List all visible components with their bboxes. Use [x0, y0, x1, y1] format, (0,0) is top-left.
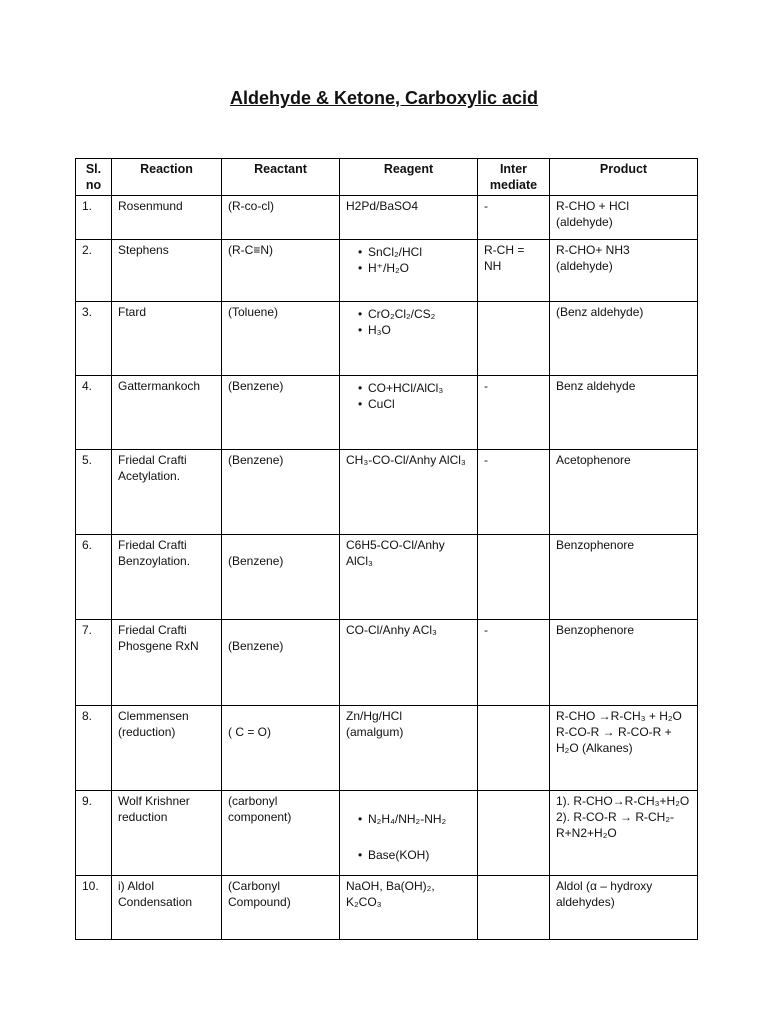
- reagent-item-text: SnCl₂/HCl: [368, 245, 422, 259]
- cell-product: Benz aldehyde: [550, 376, 698, 450]
- cell-product: Benzophenore: [550, 620, 698, 706]
- cell-product: Acetophenore: [550, 450, 698, 535]
- cell-reactant: (Toluene): [222, 302, 340, 376]
- page-title: Aldehyde & Ketone, Carboxylic acid: [229, 88, 539, 108]
- cell-product: R-CHO+ NH3 (aldehyde): [550, 240, 698, 302]
- cell-reaction: Stephens: [112, 240, 222, 302]
- reagent-item-text: CO+HCl/AlCl₃: [368, 381, 444, 395]
- cell-reagent: Zn/Hg/HCl (amalgum): [340, 706, 478, 791]
- cell-reagent: [340, 791, 478, 876]
- reagent-list-item: [358, 322, 471, 338]
- bullet-icon: •: [358, 397, 363, 411]
- cell-sl-no: 1.: [76, 196, 112, 240]
- bullet-icon: •: [358, 261, 363, 275]
- cell-intermediate: [478, 876, 550, 940]
- cell-reaction: Friedal Crafti Acetylation.: [112, 450, 222, 535]
- bullet-icon: •: [358, 245, 363, 259]
- cell-reactant: (Carbonyl Compound): [222, 876, 340, 940]
- cell-reaction: Friedal Crafti Benzoylation.: [112, 535, 222, 620]
- cell-reaction: Ftard: [112, 302, 222, 376]
- cell-reagent: CH₃-CO-Cl/Anhy AlCl₃: [340, 450, 478, 535]
- reagent-item-text: Base(KOH): [368, 848, 430, 862]
- cell-intermediate: [478, 706, 550, 791]
- cell-reagent: C6H5-CO-Cl/Anhy AlCl₃: [340, 535, 478, 620]
- cell-product: (Benz aldehyde): [550, 302, 698, 376]
- reagent-item-text: CuCl: [368, 397, 395, 411]
- cell-sl-no: 4.: [76, 376, 112, 450]
- cell-product: 1). R-CHO→R-CH₃+H₂O 2). R-CO-R → R-CH₂- R+N2+H₂O: [550, 791, 698, 876]
- header-sl-no: Sl. no: [76, 159, 112, 196]
- cell-product: Aldol (α – hydroxy aldehydes): [550, 876, 698, 940]
- cell-sl-no: 7.: [76, 620, 112, 706]
- reagent-item-text: N₂H₄/NH₂-NH₂: [368, 812, 447, 826]
- cell-intermediate: [478, 791, 550, 876]
- cell-reactant: (Benzene): [222, 450, 340, 535]
- cell-reagent: [340, 376, 478, 450]
- reagent-list-item: [358, 396, 471, 412]
- cell-sl-no: 2.: [76, 240, 112, 302]
- cell-reagent: NaOH, Ba(OH)₂, K₂CO₃: [340, 876, 478, 940]
- reagent-list-item: [358, 306, 471, 322]
- cell-sl-no: 6.: [76, 535, 112, 620]
- bullet-icon: •: [358, 381, 363, 395]
- reactions-table: [75, 158, 698, 940]
- table-row: [76, 620, 698, 706]
- reagent-list-item: [358, 260, 471, 276]
- header-row: [76, 159, 698, 196]
- cell-reactant: (Benzene): [222, 620, 340, 706]
- cell-reaction: Clemmensen (reduction): [112, 706, 222, 791]
- cell-intermediate: R-CH = NH: [478, 240, 550, 302]
- reagent-list-item: [358, 847, 471, 863]
- table-row: [76, 240, 698, 302]
- reagent-item-text: CrO₂Cl₂/CS₂: [368, 307, 436, 321]
- table-row: [76, 302, 698, 376]
- reagent-list-item: [358, 244, 471, 260]
- reagent-list-item: [358, 811, 471, 827]
- cell-product: R-CHO →R-CH₃ + H₂O R-CO-R → R-CO-R + H₂O (Alkanes): [550, 706, 698, 791]
- bullet-icon: •: [358, 812, 363, 826]
- header-reagent: Reagent: [340, 159, 478, 196]
- cell-reaction: Rosenmund: [112, 196, 222, 240]
- header-reactant: Reactant: [222, 159, 340, 196]
- table-row: [76, 876, 698, 940]
- cell-reactant: (R-co-cl): [222, 196, 340, 240]
- header-reaction: Reaction: [112, 159, 222, 196]
- header-intermediate: Inter mediate: [478, 159, 550, 196]
- cell-intermediate: [478, 535, 550, 620]
- cell-reactant: ( C = O): [222, 706, 340, 791]
- cell-product: R-CHO + HCl (aldehyde): [550, 196, 698, 240]
- cell-reaction: Wolf Krishner reduction: [112, 791, 222, 876]
- cell-reagent: CO-Cl/Anhy ACl₃: [340, 620, 478, 706]
- bullet-icon: •: [358, 307, 363, 321]
- cell-reactant: (Benzene): [222, 376, 340, 450]
- header-product: Product: [550, 159, 698, 196]
- cell-intermediate: [478, 302, 550, 376]
- reagent-item-text: H⁺/H₂O: [368, 261, 409, 275]
- table-row: [76, 706, 698, 791]
- cell-reaction: Gattermankoch: [112, 376, 222, 450]
- cell-reagent: [340, 240, 478, 302]
- table-row: [76, 376, 698, 450]
- table-row: [76, 450, 698, 535]
- cell-intermediate: -: [478, 196, 550, 240]
- cell-sl-no: 9.: [76, 791, 112, 876]
- table-row: [76, 791, 698, 876]
- cell-reaction: Friedal Crafti Phosgene RxN: [112, 620, 222, 706]
- cell-intermediate: -: [478, 620, 550, 706]
- cell-product: Benzophenore: [550, 535, 698, 620]
- cell-reactant: (carbonyl component): [222, 791, 340, 876]
- cell-sl-no: 8.: [76, 706, 112, 791]
- cell-reactant: (R-C≡N): [222, 240, 340, 302]
- reagent-item-text: H₃O: [368, 323, 391, 337]
- cell-sl-no: 5.: [76, 450, 112, 535]
- cell-reagent: H2Pd/BaSO4: [340, 196, 478, 240]
- bullet-icon: •: [358, 848, 363, 862]
- cell-reaction: i) Aldol Condensation: [112, 876, 222, 940]
- cell-sl-no: 10.: [76, 876, 112, 940]
- table-row: [76, 196, 698, 240]
- cell-reagent: [340, 302, 478, 376]
- table-row: [76, 535, 698, 620]
- cell-intermediate: -: [478, 450, 550, 535]
- bullet-icon: •: [358, 323, 363, 337]
- cell-intermediate: -: [478, 376, 550, 450]
- reagent-list-item: [358, 380, 471, 396]
- cell-sl-no: 3.: [76, 302, 112, 376]
- cell-reactant: (Benzene): [222, 535, 340, 620]
